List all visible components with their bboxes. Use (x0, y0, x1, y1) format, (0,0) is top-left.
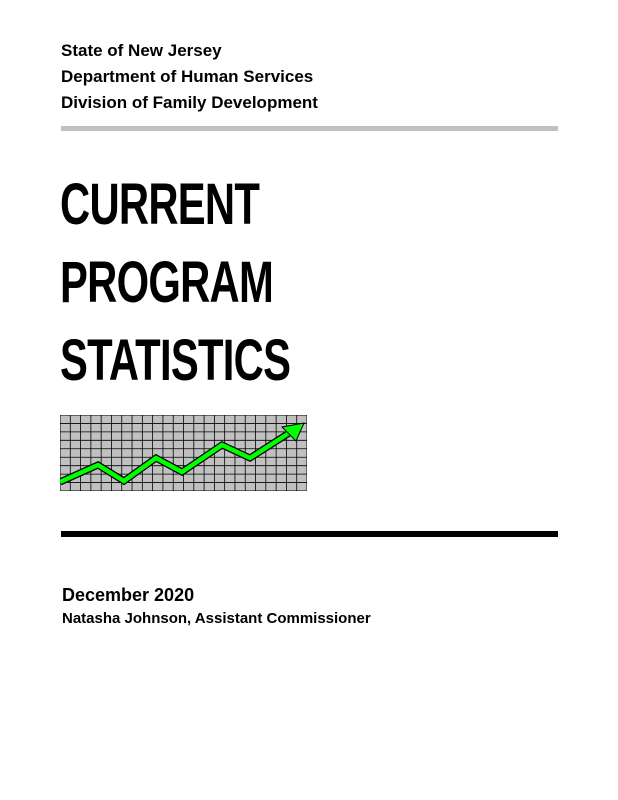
report-author: Natasha Johnson, Assistant Commissioner (62, 610, 371, 627)
report-date: December 2020 (62, 585, 195, 605)
agency-division: Division of Family Development (61, 93, 318, 112)
gray-divider (61, 126, 558, 131)
title-line-program: PROGRAM (60, 250, 274, 315)
title-line-statistics: STATISTICS (60, 328, 291, 393)
agency-header (61, 38, 558, 116)
title-line-current: CURRENT (60, 172, 260, 237)
trend-chart-icon (60, 415, 307, 491)
agency-state: State of New Jersey (61, 41, 222, 60)
report-title (60, 166, 380, 400)
agency-department: Department of Human Services (61, 67, 314, 86)
black-divider (61, 531, 558, 537)
